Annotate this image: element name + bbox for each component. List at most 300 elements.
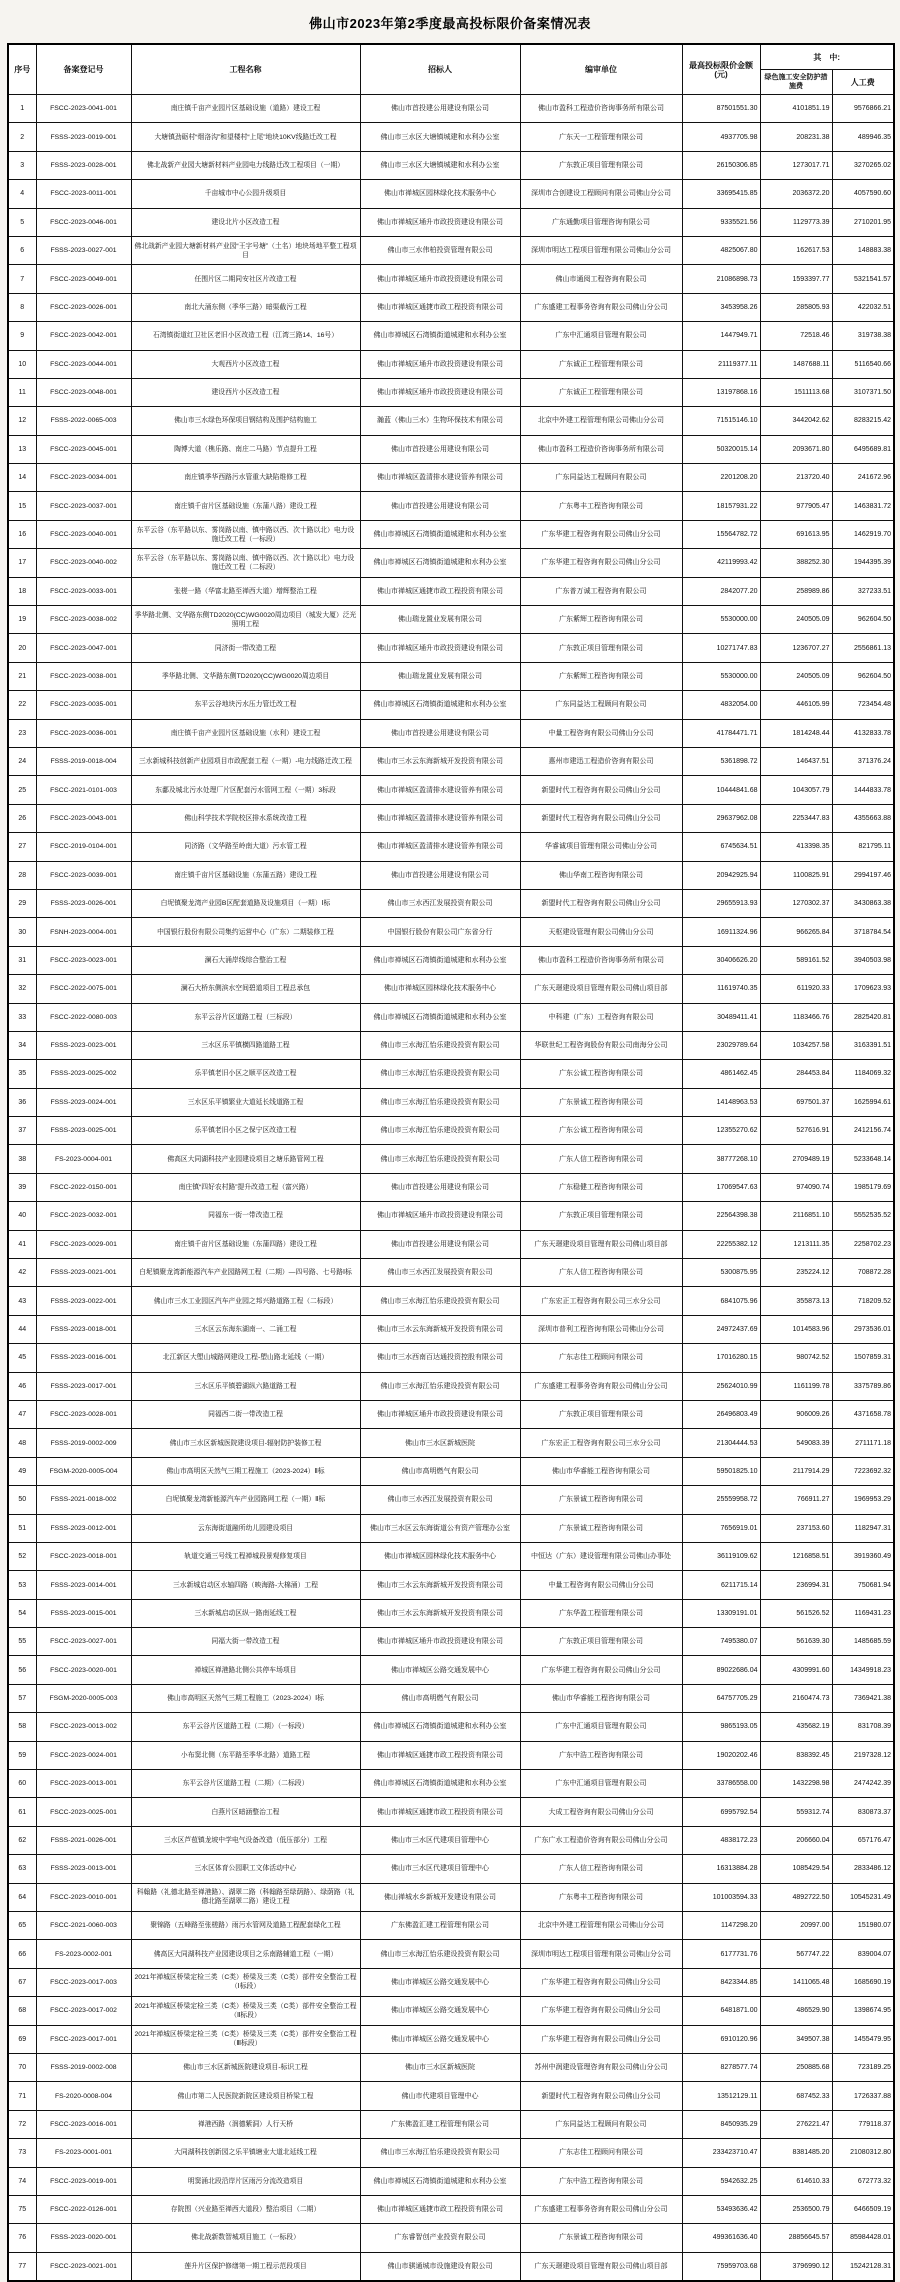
cell-labor-fee: 1455479.95 xyxy=(832,2025,894,2053)
cell-labor-fee: 830873.37 xyxy=(832,1798,894,1826)
col-header-reviewer: 编审单位 xyxy=(520,44,682,95)
table-row xyxy=(8,1912,894,1940)
cell-project-name: 白坭镇聚龙湾产业园B区配套道路及设施项目（一期）Ⅰ标 xyxy=(131,889,360,917)
cell-tenderer: 佛山市禅城区通捷市政工程投资有限公司 xyxy=(360,1741,520,1769)
table-row xyxy=(8,95,894,123)
cell-project-name: 建设北片小区改造工程 xyxy=(131,208,360,236)
cell-seq: 63 xyxy=(8,1855,36,1883)
cell-seq: 51 xyxy=(8,1514,36,1542)
cell-reviewer: 广东敦正项目管理有限公司 xyxy=(520,1202,682,1230)
cell-tenderer: 佛山市三水海江怡乐建设投资有限公司 xyxy=(360,1940,520,1968)
cell-green-safety-fee: 20997.00 xyxy=(760,1912,832,1940)
cell-tenderer: 佛山市首投建公用建设有限公司 xyxy=(360,861,520,889)
table-row xyxy=(8,464,894,492)
table-row xyxy=(8,2139,894,2167)
cell-labor-fee: 723454.48 xyxy=(832,691,894,719)
cell-registration-no: FSCC-2023-0016-001 xyxy=(36,2110,131,2138)
cell-green-safety-fee: 258989.86 xyxy=(760,577,832,605)
cell-labor-fee: 327233.51 xyxy=(832,577,894,605)
cell-project-name: 佛北战新数智城项目施工（一标段） xyxy=(131,2224,360,2252)
cell-project-name: 佛山市三水工业园区汽车产业园之邦兴路道路工程（二标段） xyxy=(131,1287,360,1315)
cell-tenderer: 佛山市禅城区石湾镇街道城建和水利办公室 xyxy=(360,520,520,548)
cell-reviewer: 广东华建工程咨询有限公司佛山分公司 xyxy=(520,1997,682,2025)
cell-reviewer: 佛山市盈科工程造价咨询事务所有限公司 xyxy=(520,95,682,123)
cell-project-name: 三水新城启动区纵一路南延线工程 xyxy=(131,1599,360,1627)
cell-seq: 44 xyxy=(8,1315,36,1343)
cell-seq: 47 xyxy=(8,1400,36,1428)
cell-project-name: 东平云谷（东平路以东、雾岗路以南、镇中路以西、次十路以北）电力设施迁改工程（一标段） xyxy=(131,520,360,548)
cell-reviewer: 广东宏正工程咨询有限公司三水分公司 xyxy=(520,1287,682,1315)
cell-project-name: 佛山市三水区新城医院建设项目-辐射防护装修工程 xyxy=(131,1429,360,1457)
cell-seq: 20 xyxy=(8,634,36,662)
cell-tenderer: 佛山市禅城区埇升市政投资建设有限公司 xyxy=(360,1628,520,1656)
cell-green-safety-fee: 2116851.10 xyxy=(760,1202,832,1230)
cell-seq: 41 xyxy=(8,1230,36,1258)
cell-green-safety-fee: 1216858.51 xyxy=(760,1542,832,1570)
cell-max-bid-amount: 89022686.04 xyxy=(682,1656,760,1684)
cell-green-safety-fee: 72518.46 xyxy=(760,322,832,350)
cell-green-safety-fee: 561639.30 xyxy=(760,1628,832,1656)
cell-labor-fee: 5552535.52 xyxy=(832,1202,894,1230)
table-row xyxy=(8,776,894,804)
cell-green-safety-fee: 250885.68 xyxy=(760,2053,832,2081)
cell-reviewer: 天枢建设管理有限公司佛山分公司 xyxy=(520,918,682,946)
cell-registration-no: FSCC-2023-0013-001 xyxy=(36,1770,131,1798)
cell-tenderer: 佛山市禅城区埇升市政投资建设有限公司 xyxy=(360,378,520,406)
table-body xyxy=(8,95,894,2282)
cell-seq: 45 xyxy=(8,1344,36,1372)
cell-tenderer: 佛山市三水海江怡乐建设投资有限公司 xyxy=(360,1145,520,1173)
cell-labor-fee: 9576866.21 xyxy=(832,95,894,123)
cell-project-name: 三水区云东海东湖南一、二涌工程 xyxy=(131,1315,360,1343)
cell-labor-fee: 3107371.50 xyxy=(832,378,894,406)
table-row xyxy=(8,1798,894,1826)
cell-green-safety-fee: 1183466.76 xyxy=(760,1003,832,1031)
cell-registration-no: FSSS-2023-0022-001 xyxy=(36,1287,131,1315)
cell-tenderer: 佛山市三水西江发展投资有限公司 xyxy=(360,889,520,917)
table-row xyxy=(8,322,894,350)
table-row xyxy=(8,378,894,406)
col-header-seq: 序号 xyxy=(8,44,36,95)
cell-max-bid-amount: 4825067.80 xyxy=(682,236,760,264)
cell-labor-fee: 4371658.78 xyxy=(832,1400,894,1428)
cell-green-safety-fee: 236994.31 xyxy=(760,1571,832,1599)
cell-registration-no: FSSS-2023-0018-001 xyxy=(36,1315,131,1343)
cell-labor-fee: 3270265.02 xyxy=(832,151,894,179)
cell-project-name: 同济街一带改造工程 xyxy=(131,634,360,662)
cell-reviewer: 广东华建工程咨询有限公司佛山分公司 xyxy=(520,549,682,577)
cell-project-name: 同福大街一带改造工程 xyxy=(131,1628,360,1656)
cell-project-name: 云东海街道融所幼儿园建设项目 xyxy=(131,1514,360,1542)
cell-seq: 37 xyxy=(8,1117,36,1145)
cell-registration-no: FSGM-2020-0005-004 xyxy=(36,1457,131,1485)
table-row xyxy=(8,1656,894,1684)
cell-seq: 2 xyxy=(8,123,36,151)
cell-green-safety-fee: 1085429.54 xyxy=(760,1855,832,1883)
cell-tenderer: 佛山市禅城区公路交通发展中心 xyxy=(360,1656,520,1684)
cell-tenderer: 佛山市禅城区园林绿化技术服务中心 xyxy=(360,180,520,208)
cell-registration-no: FSSS-2019-0002-008 xyxy=(36,2053,131,2081)
cell-max-bid-amount: 59501825.10 xyxy=(682,1457,760,1485)
cell-seq: 9 xyxy=(8,322,36,350)
cell-max-bid-amount: 5300875.95 xyxy=(682,1259,760,1287)
cell-tenderer: 佛山市禅城区公路交通发展中心 xyxy=(360,1997,520,2025)
cell-registration-no: FSCC-2023-0026-001 xyxy=(36,293,131,321)
cell-reviewer: 北京中外建工程管理有限公司佛山分公司 xyxy=(520,1912,682,1940)
cell-reviewer: 广东人信工程咨询有限公司 xyxy=(520,1855,682,1883)
cell-max-bid-amount: 5942632.25 xyxy=(682,2167,760,2195)
cell-tenderer: 佛山市禅城区埇升市政投资建设有限公司 xyxy=(360,350,520,378)
cell-seq: 62 xyxy=(8,1826,36,1854)
cell-max-bid-amount: 64757705.29 xyxy=(682,1684,760,1712)
cell-project-name: 三水区乐平镇碧湖纵六路道路工程 xyxy=(131,1372,360,1400)
cell-max-bid-amount: 50320015.14 xyxy=(682,435,760,463)
cell-tenderer: 佛山市三水伟柏投资管理有限公司 xyxy=(360,236,520,264)
cell-green-safety-fee: 435682.19 xyxy=(760,1713,832,1741)
cell-seq: 6 xyxy=(8,236,36,264)
cell-tenderer: 佛山市三水云东海新城开发投资有限公司 xyxy=(360,1599,520,1627)
cell-labor-fee: 1709623.93 xyxy=(832,975,894,1003)
cell-labor-fee: 319738.38 xyxy=(832,322,894,350)
cell-seq: 24 xyxy=(8,747,36,775)
cell-project-name: 佛北战新产业园大塘新材料产业园电力线路迁改工程项目（一期） xyxy=(131,151,360,179)
cell-reviewer: 中恒达（广东）建设管理有限公司佛山办事处 xyxy=(520,1542,682,1570)
cell-project-name: 佛山市三水绿色环保项目钢结构及围护结构施工 xyxy=(131,407,360,435)
cell-seq: 19 xyxy=(8,606,36,634)
cell-max-bid-amount: 8423344.85 xyxy=(682,1968,760,1996)
cell-project-name: 南北大涌东侧（季华三路）暗渠截污工程 xyxy=(131,293,360,321)
cell-max-bid-amount: 2842077.20 xyxy=(682,577,760,605)
table-row xyxy=(8,1315,894,1343)
cell-project-name: 三水区乐平镇横四路道路工程 xyxy=(131,1031,360,1059)
cell-max-bid-amount: 9335521.56 xyxy=(682,208,760,236)
cell-tenderer: 佛山市禅城区盈清排水建设管养有限公司 xyxy=(360,833,520,861)
cell-seq: 64 xyxy=(8,1883,36,1911)
cell-seq: 46 xyxy=(8,1372,36,1400)
cell-labor-fee: 672773.32 xyxy=(832,2167,894,2195)
cell-max-bid-amount: 7495380.07 xyxy=(682,1628,760,1656)
cell-reviewer: 广东天璟建设项目管理有限公司佛山项目部 xyxy=(520,975,682,1003)
cell-seq: 68 xyxy=(8,1997,36,2025)
cell-labor-fee: 5321541.57 xyxy=(832,265,894,293)
cell-max-bid-amount: 16313884.28 xyxy=(682,1855,760,1883)
cell-tenderer: 佛山市骐通城市设施建设有限公司 xyxy=(360,2252,520,2281)
cell-max-bid-amount: 22255382.12 xyxy=(682,1230,760,1258)
cell-green-safety-fee: 208231.38 xyxy=(760,123,832,151)
cell-labor-fee: 821795.11 xyxy=(832,833,894,861)
cell-tenderer: 佛山市首投建公用建设有限公司 xyxy=(360,1230,520,1258)
table-row xyxy=(8,634,894,662)
cell-labor-fee: 5233648.14 xyxy=(832,1145,894,1173)
cell-green-safety-fee: 284453.84 xyxy=(760,1060,832,1088)
cell-reviewer: 佛山市盈科工程造价咨询事务所有限公司 xyxy=(520,435,682,463)
cell-registration-no: FSSS-2023-0019-001 xyxy=(36,123,131,151)
cell-labor-fee: 1969953.29 xyxy=(832,1486,894,1514)
cell-seq: 8 xyxy=(8,293,36,321)
table-row xyxy=(8,1770,894,1798)
table-row xyxy=(8,1826,894,1854)
cell-reviewer: 深圳市普利工程咨询有限公司佛山分公司 xyxy=(520,1315,682,1343)
cell-green-safety-fee: 766911.27 xyxy=(760,1486,832,1514)
table-row xyxy=(8,606,894,634)
cell-tenderer: 佛山市三水区新城医院 xyxy=(360,1429,520,1457)
cell-reviewer: 中量工程咨询有限公司佛山分公司 xyxy=(520,1571,682,1599)
cell-green-safety-fee: 2536500.79 xyxy=(760,2195,832,2223)
cell-reviewer: 广东公诚工程咨询有限公司 xyxy=(520,1060,682,1088)
cell-project-name: 北江新区大塱山城路网建设工程-塱山路北延线（一期） xyxy=(131,1344,360,1372)
table-row xyxy=(8,1344,894,1372)
table-row xyxy=(8,2167,894,2195)
cell-project-name: 任围片区二期同安社区片改造工程 xyxy=(131,265,360,293)
cell-seq: 13 xyxy=(8,435,36,463)
table-row xyxy=(8,1117,894,1145)
cell-project-name: 东平云谷片区道路工程（二期）（二标段） xyxy=(131,1770,360,1798)
table-row xyxy=(8,662,894,690)
cell-reviewer: 广东中汇通项目管理有限公司 xyxy=(520,1713,682,1741)
cell-seq: 10 xyxy=(8,350,36,378)
cell-project-name: 中国银行股份有限公司集约运营中心（广东）二期装修工程 xyxy=(131,918,360,946)
cell-registration-no: FSCC-2023-0040-001 xyxy=(36,520,131,548)
cell-seq: 65 xyxy=(8,1912,36,1940)
cell-seq: 42 xyxy=(8,1259,36,1287)
cell-seq: 33 xyxy=(8,1003,36,1031)
cell-tenderer: 佛山市禅城区石湾镇街道城建和水利办公室 xyxy=(360,1003,520,1031)
cell-seq: 30 xyxy=(8,918,36,946)
cell-registration-no: FSCC-2023-0035-001 xyxy=(36,691,131,719)
cell-labor-fee: 1485685.59 xyxy=(832,1628,894,1656)
cell-registration-no: FSCC-2023-0020-001 xyxy=(36,1656,131,1684)
cell-max-bid-amount: 26150306.85 xyxy=(682,151,760,179)
cell-labor-fee: 4057590.60 xyxy=(832,180,894,208)
cell-seq: 40 xyxy=(8,1202,36,1230)
table-row xyxy=(8,2082,894,2110)
cell-reviewer: 佛山华南工程咨询有限公司 xyxy=(520,861,682,889)
cell-green-safety-fee: 2117914.29 xyxy=(760,1457,832,1485)
cell-project-name: 明窦涌北段沿岸片区雨污分流改造项目 xyxy=(131,2167,360,2195)
table-row xyxy=(8,1514,894,1542)
cell-reviewer: 广东宏正工程咨询有限公司三水分公司 xyxy=(520,1429,682,1457)
cell-seq: 23 xyxy=(8,719,36,747)
cell-tenderer: 佛山市禅城区通捷市政工程投资有限公司 xyxy=(360,2195,520,2223)
cell-labor-fee: 1507859.31 xyxy=(832,1344,894,1372)
cell-seq: 35 xyxy=(8,1060,36,1088)
cell-registration-no: FSCC-2023-0039-001 xyxy=(36,861,131,889)
cell-reviewer: 广东人信工程咨询有限公司 xyxy=(520,1259,682,1287)
cell-labor-fee: 3375789.86 xyxy=(832,1372,894,1400)
cell-tenderer: 佛山市禅城区埇升市政投资建设有限公司 xyxy=(360,1400,520,1428)
cell-green-safety-fee: 240505.09 xyxy=(760,606,832,634)
table-row xyxy=(8,975,894,1003)
cell-green-safety-fee: 1593397.77 xyxy=(760,265,832,293)
cell-max-bid-amount: 17069547.63 xyxy=(682,1173,760,1201)
cell-labor-fee: 779118.37 xyxy=(832,2110,894,2138)
cell-max-bid-amount: 33786558.00 xyxy=(682,1770,760,1798)
cell-tenderer: 中国银行股份有限公司广东省分行 xyxy=(360,918,520,946)
cell-seq: 14 xyxy=(8,464,36,492)
cell-reviewer: 广东华盈工程管理有限公司 xyxy=(520,1599,682,1627)
cell-tenderer: 佛山市禅城区石湾镇街道城建和水利办公室 xyxy=(360,691,520,719)
cell-reviewer: 广东志佳工程顾问有限公司 xyxy=(520,1344,682,1372)
cell-seq: 55 xyxy=(8,1628,36,1656)
table-row xyxy=(8,2025,894,2053)
cell-seq: 29 xyxy=(8,889,36,917)
table-row xyxy=(8,1230,894,1258)
table-row xyxy=(8,520,894,548)
cell-max-bid-amount: 13309191.01 xyxy=(682,1599,760,1627)
cell-tenderer: 佛山市禅城区盈清排水建设管养有限公司 xyxy=(360,464,520,492)
cell-project-name: 三水新城启动区水轴四路（映海路-大棉涌）工程 xyxy=(131,1571,360,1599)
cell-max-bid-amount: 21086898.73 xyxy=(682,265,760,293)
cell-project-name: 白坭镇聚龙湾新能源汽车产业园路网工程（一期）Ⅱ标 xyxy=(131,1486,360,1514)
cell-seq: 57 xyxy=(8,1684,36,1712)
cell-max-bid-amount: 41784471.71 xyxy=(682,719,760,747)
cell-project-name: 南庄镇千亩片区基础设施（东蒲八路）建设工程 xyxy=(131,492,360,520)
col-header-among: 其 中: xyxy=(760,44,894,70)
cell-registration-no: FSSS-2023-0014-001 xyxy=(36,1571,131,1599)
cell-tenderer: 佛山市禅城区通捷市政工程投资有限公司 xyxy=(360,577,520,605)
cell-registration-no: FSCC-2023-0023-001 xyxy=(36,946,131,974)
table-row xyxy=(8,1372,894,1400)
cell-project-name: 东鄱及城北污水处理厂片区配套污水管网工程（一期）3标段 xyxy=(131,776,360,804)
cell-max-bid-amount: 30489411.41 xyxy=(682,1003,760,1031)
cell-labor-fee: 3940503.98 xyxy=(832,946,894,974)
cell-seq: 49 xyxy=(8,1457,36,1485)
cell-labor-fee: 371376.24 xyxy=(832,747,894,775)
cell-green-safety-fee: 4101851.19 xyxy=(760,95,832,123)
table-row xyxy=(8,1684,894,1712)
cell-labor-fee: 657176.47 xyxy=(832,1826,894,1854)
cell-registration-no: FSCC-2023-0040-002 xyxy=(36,549,131,577)
table-row xyxy=(8,236,894,264)
cell-seq: 71 xyxy=(8,2082,36,2110)
cell-max-bid-amount: 1147298.20 xyxy=(682,1912,760,1940)
cell-reviewer: 苏州中润建设管理咨询有限公司佛山分公司 xyxy=(520,2053,682,2081)
cell-registration-no: FSCC-2023-0047-001 xyxy=(36,634,131,662)
cell-project-name: 东平云谷地块污水压力管迁改工程 xyxy=(131,691,360,719)
cell-max-bid-amount: 53493636.42 xyxy=(682,2195,760,2223)
cell-seq: 27 xyxy=(8,833,36,861)
table-row xyxy=(8,577,894,605)
cell-registration-no: FSSS-2023-0024-001 xyxy=(36,1088,131,1116)
cell-reviewer: 广东同益达工程顾问有限公司 xyxy=(520,464,682,492)
cell-reviewer: 广东中汇通项目管理有限公司 xyxy=(520,1770,682,1798)
cell-labor-fee: 1463831.72 xyxy=(832,492,894,520)
cell-green-safety-fee: 486529.90 xyxy=(760,1997,832,2025)
cell-labor-fee: 2973536.01 xyxy=(832,1315,894,1343)
cell-registration-no: FSCC-2023-0017-001 xyxy=(36,2025,131,2053)
cell-seq: 36 xyxy=(8,1088,36,1116)
cell-tenderer: 佛山市高明燃气有限公司 xyxy=(360,1684,520,1712)
cell-labor-fee: 85984428.01 xyxy=(832,2224,894,2252)
cell-tenderer: 佛山市禅城区埇升市政投资建设有限公司 xyxy=(360,1202,520,1230)
cell-registration-no: FSSS-2023-0025-002 xyxy=(36,1060,131,1088)
cell-seq: 11 xyxy=(8,378,36,406)
table-row xyxy=(8,2224,894,2252)
cell-project-name: 2021年禅城区桥梁定检三类（C类）桥梁及三类（C类）部件安全整治工程（Ⅲ标段） xyxy=(131,2025,360,2053)
cell-seq: 56 xyxy=(8,1656,36,1684)
cell-seq: 73 xyxy=(8,2139,36,2167)
cell-seq: 70 xyxy=(8,2053,36,2081)
cell-green-safety-fee: 235224.12 xyxy=(760,1259,832,1287)
cell-labor-fee: 1944395.39 xyxy=(832,549,894,577)
cell-seq: 58 xyxy=(8,1713,36,1741)
cell-registration-no: FSCC-2023-0011-001 xyxy=(36,180,131,208)
cell-tenderer: 佛山市禅城区石湾镇街道城建和水利办公室 xyxy=(360,322,520,350)
table-row xyxy=(8,293,894,321)
cell-seq: 32 xyxy=(8,975,36,1003)
cell-labor-fee: 1184069.32 xyxy=(832,1060,894,1088)
cell-reviewer: 华睿诚项目管理有限公司佛山分公司 xyxy=(520,833,682,861)
cell-max-bid-amount: 13512129.11 xyxy=(682,2082,760,2110)
cell-registration-no: FSSS-2021-0018-002 xyxy=(36,1486,131,1514)
table-row xyxy=(8,1287,894,1315)
cell-project-name: 同济路（文华路至岭南大道）污水管工程 xyxy=(131,833,360,861)
cell-reviewer: 广东同益达工程顾问有限公司 xyxy=(520,691,682,719)
cell-registration-no: FSCC-2023-0025-001 xyxy=(36,1798,131,1826)
cell-reviewer: 广东华建工程咨询有限公司佛山分公司 xyxy=(520,520,682,548)
cell-tenderer: 佛山市禅城区园林绿化技术服务中心 xyxy=(360,975,520,1003)
cell-seq: 5 xyxy=(8,208,36,236)
cell-green-safety-fee: 1129773.39 xyxy=(760,208,832,236)
cell-green-safety-fee: 237153.60 xyxy=(760,1514,832,1542)
cell-labor-fee: 2994197.46 xyxy=(832,861,894,889)
col-header-green-fee: 绿色施工安全防护措施费 xyxy=(760,70,832,95)
cell-tenderer: 佛山市禅城区石湾镇街道城建和水利办公室 xyxy=(360,1770,520,1798)
cell-max-bid-amount: 14148963.53 xyxy=(682,1088,760,1116)
cell-tenderer: 瀚蓝（佛山三水）生物环保技术有限公司 xyxy=(360,407,520,435)
cell-tenderer: 佛山市禅城区石湾镇街道城建和水利办公室 xyxy=(360,1713,520,1741)
table-row xyxy=(8,2252,894,2281)
cell-reviewer: 广东通勤项目管理咨询有限公司 xyxy=(520,208,682,236)
cell-green-safety-fee: 206660.04 xyxy=(760,1826,832,1854)
cell-max-bid-amount: 12355270.62 xyxy=(682,1117,760,1145)
cell-reviewer: 深圳市明达工程项目管理有限公司佛山分公司 xyxy=(520,236,682,264)
cell-labor-fee: 2412156.74 xyxy=(832,1117,894,1145)
cell-seq: 66 xyxy=(8,1940,36,1968)
table-row xyxy=(8,435,894,463)
cell-green-safety-fee: 1236707.27 xyxy=(760,634,832,662)
cell-labor-fee: 962604.50 xyxy=(832,606,894,634)
cell-tenderer: 佛山市三水海江怡乐建设投资有限公司 xyxy=(360,1117,520,1145)
cell-labor-fee: 2197328.12 xyxy=(832,1741,894,1769)
cell-reviewer: 广东盛建工程事务咨询有限公司佛山分公司 xyxy=(520,293,682,321)
col-header-labor-fee: 人工费 xyxy=(832,70,894,95)
cell-green-safety-fee: 1034257.58 xyxy=(760,1031,832,1059)
cell-tenderer: 佛山市三水云东海新城开发投资有限公司 xyxy=(360,1571,520,1599)
cell-project-name: 禅城区禅港路北侧公共停车场项目 xyxy=(131,1656,360,1684)
cell-green-safety-fee: 8381485.20 xyxy=(760,2139,832,2167)
cell-tenderer: 佛山市禅城区公路交通发展中心 xyxy=(360,2025,520,2053)
cell-tenderer: 佛山市禅城区埇升市政投资建设有限公司 xyxy=(360,208,520,236)
cell-labor-fee: 3163391.51 xyxy=(832,1031,894,1059)
cell-tenderer: 佛山市三水区代建项目管理中心 xyxy=(360,1826,520,1854)
cell-green-safety-fee: 28856645.57 xyxy=(760,2224,832,2252)
cell-tenderer: 佛山市三水西江发展投资有限公司 xyxy=(360,1486,520,1514)
cell-max-bid-amount: 13197868.16 xyxy=(682,378,760,406)
cell-tenderer: 佛山市三水海江怡乐建设投资有限公司 xyxy=(360,1372,520,1400)
cell-max-bid-amount: 5530000.00 xyxy=(682,662,760,690)
cell-labor-fee: 15242128.31 xyxy=(832,2252,894,2281)
cell-seq: 21 xyxy=(8,662,36,690)
cell-max-bid-amount: 20942925.94 xyxy=(682,861,760,889)
cell-tenderer: 佛山禅城水乡新城开发建设有限公司 xyxy=(360,1883,520,1911)
table-row xyxy=(8,1997,894,2025)
page-title: 佛山市2023年第2季度最高投标限价备案情况表 xyxy=(309,16,591,31)
cell-tenderer: 佛山市禅城区石湾镇街道城建和水利办公室 xyxy=(360,2167,520,2195)
cell-labor-fee: 1462919.70 xyxy=(832,520,894,548)
cell-project-name: 南庄镇“四好农村路”提升改造工程（富兴路） xyxy=(131,1173,360,1201)
cell-tenderer: 佛山市禅城区埇升市政投资建设有限公司 xyxy=(360,265,520,293)
